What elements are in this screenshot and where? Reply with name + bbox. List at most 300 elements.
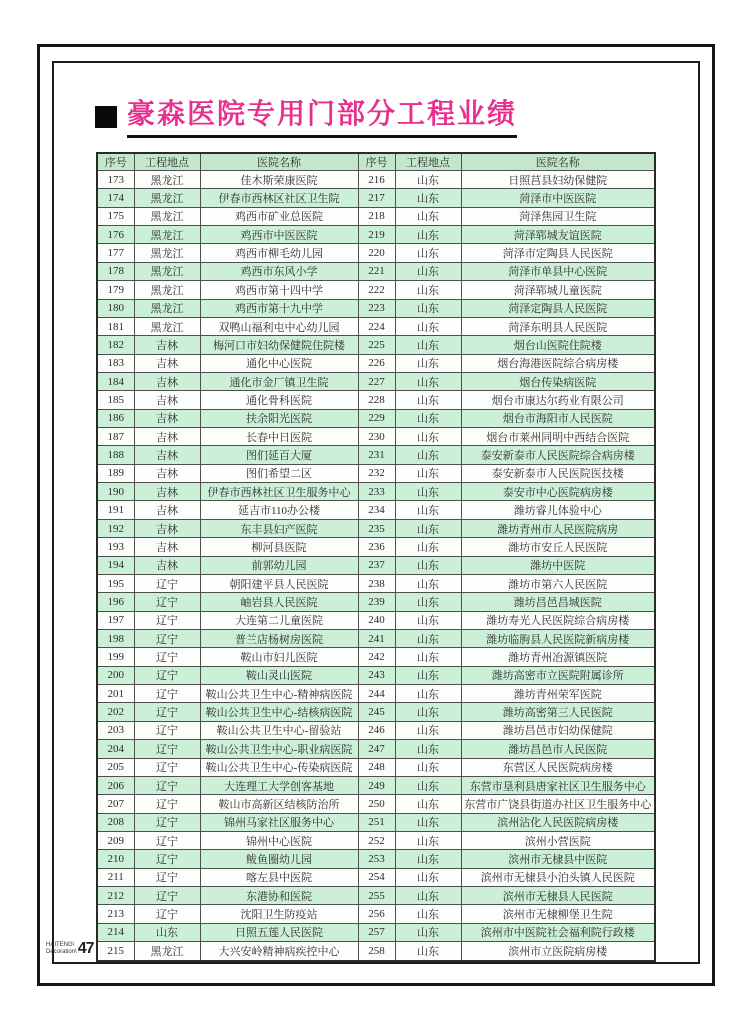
- serial-cell: 227: [358, 372, 395, 390]
- hospital-cell: 佳木斯荣康医院: [200, 171, 358, 189]
- serial-cell: 186: [97, 409, 134, 427]
- serial-cell: 217: [358, 189, 395, 207]
- location-cell: 辽宁: [134, 887, 200, 905]
- table-row: [97, 372, 655, 390]
- location-cell: 黑龙江: [134, 262, 200, 280]
- title-square-bullet-icon: [95, 106, 117, 128]
- serial-cell: 256: [358, 905, 395, 923]
- hospital-cell: 潍坊青州冶源镇医院: [461, 648, 655, 666]
- hospital-cell: 鞍山公共卫生中心-结核病医院: [200, 703, 358, 721]
- projects-table-body: [97, 171, 655, 962]
- location-cell: 山东: [395, 372, 461, 390]
- table-row: [97, 207, 655, 225]
- header-location-left: 工程地点: [134, 153, 200, 171]
- hospital-cell: 菏泽市中医医院: [461, 189, 655, 207]
- serial-cell: 211: [97, 868, 134, 886]
- table-row: [97, 648, 655, 666]
- projects-table: [96, 152, 656, 962]
- serial-cell: 230: [358, 428, 395, 446]
- hospital-cell: 伊春市西林区社区卫生院: [200, 189, 358, 207]
- location-cell: 山东: [395, 281, 461, 299]
- location-cell: 山东: [395, 391, 461, 409]
- location-cell: 山东: [395, 611, 461, 629]
- location-cell: 辽宁: [134, 905, 200, 923]
- hospital-cell: 烟台海港医院综合病房楼: [461, 354, 655, 372]
- serial-cell: 232: [358, 464, 395, 482]
- hospital-cell: 双鸭山福利屯中心幼儿园: [200, 317, 358, 335]
- location-cell: 山东: [395, 336, 461, 354]
- serial-cell: 203: [97, 721, 134, 739]
- serial-cell: 216: [358, 171, 395, 189]
- location-cell: 黑龙江: [134, 244, 200, 262]
- location-cell: 山东: [395, 409, 461, 427]
- serial-cell: 214: [97, 923, 134, 941]
- hospital-cell: 泰安新泰市人民医院医技楼: [461, 464, 655, 482]
- location-cell: 山东: [395, 831, 461, 849]
- hospital-cell: 锦州中心医院: [200, 831, 358, 849]
- location-cell: 山东: [395, 501, 461, 519]
- footer-brand-line2: Decoration\: [46, 949, 77, 955]
- location-cell: 山东: [395, 740, 461, 758]
- location-cell: 黑龙江: [134, 317, 200, 335]
- location-cell: 辽宁: [134, 740, 200, 758]
- serial-cell: 249: [358, 776, 395, 794]
- table-row: [97, 262, 655, 280]
- location-cell: 山东: [395, 868, 461, 886]
- serial-cell: 194: [97, 556, 134, 574]
- location-cell: 山东: [395, 795, 461, 813]
- serial-cell: 208: [97, 813, 134, 831]
- hospital-cell: 扶余阳光医院: [200, 409, 358, 427]
- location-cell: 辽宁: [134, 703, 200, 721]
- hospital-cell: 鞍山市妇儿医院: [200, 648, 358, 666]
- location-cell: 黑龙江: [134, 281, 200, 299]
- hospital-cell: 潍坊昌邑市妇幼保健院: [461, 721, 655, 739]
- table-row: [97, 483, 655, 501]
- hospital-cell: 潍坊青州荣军医院: [461, 685, 655, 703]
- table-row: [97, 574, 655, 592]
- hospital-cell: 滨州沾化人民医院病房楼: [461, 813, 655, 831]
- serial-cell: 246: [358, 721, 395, 739]
- location-cell: 山东: [395, 464, 461, 482]
- serial-cell: 204: [97, 740, 134, 758]
- serial-cell: 247: [358, 740, 395, 758]
- hospital-cell: 鸡西市东风小学: [200, 262, 358, 280]
- hospital-cell: 烟台市莱州同明中西结合医院: [461, 428, 655, 446]
- serial-cell: 176: [97, 226, 134, 244]
- hospital-cell: 鸡西市第十九中学: [200, 299, 358, 317]
- table-row: [97, 446, 655, 464]
- hospital-cell: 沈阳卫生防疫站: [200, 905, 358, 923]
- hospital-cell: 烟台市康达尔药业有限公司: [461, 391, 655, 409]
- hospital-cell: 菏泽市单县中心医院: [461, 262, 655, 280]
- hospital-cell: 菏泽郓城友谊医院: [461, 226, 655, 244]
- table-row: [97, 868, 655, 886]
- table-row: [97, 189, 655, 207]
- hospital-cell: 菏泽郓城儿童医院: [461, 281, 655, 299]
- serial-cell: 178: [97, 262, 134, 280]
- location-cell: 辽宁: [134, 574, 200, 592]
- serial-cell: 235: [358, 519, 395, 537]
- location-cell: 山东: [395, 556, 461, 574]
- location-cell: 山东: [395, 776, 461, 794]
- hospital-cell: 鞍山公共卫生中心-留验站: [200, 721, 358, 739]
- serial-cell: 188: [97, 446, 134, 464]
- location-cell: 山东: [395, 574, 461, 592]
- serial-cell: 210: [97, 850, 134, 868]
- hospital-cell: 长春中日医院: [200, 428, 358, 446]
- table-row: [97, 629, 655, 647]
- location-cell: 辽宁: [134, 611, 200, 629]
- location-cell: 山东: [395, 171, 461, 189]
- footer-brand: [46, 942, 77, 956]
- hospital-cell: 东营市垦利县唐家社区卫生服务中心: [461, 776, 655, 794]
- page-number: 47: [77, 940, 94, 957]
- header-serial-left: 序号: [97, 153, 134, 171]
- hospital-cell: 柳河县医院: [200, 538, 358, 556]
- location-cell: 辽宁: [134, 776, 200, 794]
- table-row: [97, 391, 655, 409]
- table-row: [97, 703, 655, 721]
- serial-cell: 193: [97, 538, 134, 556]
- location-cell: 辽宁: [134, 831, 200, 849]
- location-cell: 山东: [395, 299, 461, 317]
- hospital-cell: 菏泽市定陶县人民医院: [461, 244, 655, 262]
- serial-cell: 206: [97, 776, 134, 794]
- location-cell: 黑龙江: [134, 207, 200, 225]
- serial-cell: 207: [97, 795, 134, 813]
- serial-cell: 182: [97, 336, 134, 354]
- location-cell: 辽宁: [134, 666, 200, 684]
- hospital-cell: 烟台市海阳市人民医院: [461, 409, 655, 427]
- hospital-cell: 烟台传染病医院: [461, 372, 655, 390]
- footer: [46, 940, 93, 958]
- serial-cell: 201: [97, 685, 134, 703]
- table-row: [97, 740, 655, 758]
- location-cell: 山东: [395, 189, 461, 207]
- serial-cell: 236: [358, 538, 395, 556]
- hospital-cell: 锦州马家社区服务中心: [200, 813, 358, 831]
- location-cell: 山东: [395, 721, 461, 739]
- location-cell: 辽宁: [134, 850, 200, 868]
- hospital-cell: 菏泽定陶县人民医院: [461, 299, 655, 317]
- table-row: [97, 428, 655, 446]
- hospital-cell: 潍坊昌邑市人民医院: [461, 740, 655, 758]
- serial-cell: 177: [97, 244, 134, 262]
- hospital-cell: 东营区人民医院病房楼: [461, 758, 655, 776]
- serial-cell: 224: [358, 317, 395, 335]
- serial-cell: 241: [358, 629, 395, 647]
- serial-cell: 213: [97, 905, 134, 923]
- hospital-cell: 潍坊中医院: [461, 556, 655, 574]
- location-cell: 吉林: [134, 354, 200, 372]
- location-cell: 山东: [395, 923, 461, 941]
- table-row: [97, 721, 655, 739]
- location-cell: 吉林: [134, 409, 200, 427]
- location-cell: 山东: [395, 226, 461, 244]
- serial-cell: 198: [97, 629, 134, 647]
- hospital-cell: 菏泽焦园卫生院: [461, 207, 655, 225]
- hospital-cell: 通化骨科医院: [200, 391, 358, 409]
- hospital-cell: 鞍山公共卫生中心-精神病医院: [200, 685, 358, 703]
- location-cell: 山东: [395, 244, 461, 262]
- serial-cell: 231: [358, 446, 395, 464]
- hospital-cell: 前郭幼儿园: [200, 556, 358, 574]
- table-row: [97, 795, 655, 813]
- location-cell: 山东: [395, 593, 461, 611]
- hospital-cell: 滨州市无棣县中医院: [461, 850, 655, 868]
- location-cell: 吉林: [134, 556, 200, 574]
- serial-cell: 254: [358, 868, 395, 886]
- hospital-cell: 梅河口市妇幼保健院住院楼: [200, 336, 358, 354]
- serial-cell: 222: [358, 281, 395, 299]
- location-cell: 山东: [395, 850, 461, 868]
- location-cell: 山东: [395, 648, 461, 666]
- hospital-cell: 普兰店杨树房医院: [200, 629, 358, 647]
- location-cell: 吉林: [134, 519, 200, 537]
- hospital-cell: 潍坊高密市立医院附属诊所: [461, 666, 655, 684]
- serial-cell: 245: [358, 703, 395, 721]
- hospital-cell: 潍坊寿光人民医院综合病房楼: [461, 611, 655, 629]
- serial-cell: 226: [358, 354, 395, 372]
- hospital-cell: 朝阳建平县人民医院: [200, 574, 358, 592]
- location-cell: 辽宁: [134, 685, 200, 703]
- table-row: [97, 758, 655, 776]
- serial-cell: 212: [97, 887, 134, 905]
- serial-cell: 192: [97, 519, 134, 537]
- table-row: [97, 336, 655, 354]
- hospital-cell: 鞍山灵山医院: [200, 666, 358, 684]
- hospital-cell: 日照五莲人民医院: [200, 923, 358, 941]
- serial-cell: 228: [358, 391, 395, 409]
- serial-cell: 195: [97, 574, 134, 592]
- table-header-row: [97, 153, 655, 171]
- hospital-cell: 潍坊昌邑昌城医院: [461, 593, 655, 611]
- table-row: [97, 538, 655, 556]
- table-row: [97, 666, 655, 684]
- table-row: [97, 685, 655, 703]
- hospital-cell: 泰安市中心医院病房楼: [461, 483, 655, 501]
- location-cell: 山东: [395, 758, 461, 776]
- hospital-cell: 鸡西市柳毛幼儿园: [200, 244, 358, 262]
- serial-cell: 219: [358, 226, 395, 244]
- location-cell: 黑龙江: [134, 171, 200, 189]
- serial-cell: 220: [358, 244, 395, 262]
- hospital-cell: 东丰县妇产医院: [200, 519, 358, 537]
- serial-cell: 237: [358, 556, 395, 574]
- serial-cell: 199: [97, 648, 134, 666]
- serial-cell: 234: [358, 501, 395, 519]
- location-cell: 山东: [134, 923, 200, 941]
- hospital-cell: 潍坊临朐县人民医院新病房楼: [461, 629, 655, 647]
- serial-cell: 184: [97, 372, 134, 390]
- serial-cell: 209: [97, 831, 134, 849]
- table-row: [97, 611, 655, 629]
- location-cell: 吉林: [134, 464, 200, 482]
- hospital-cell: 岫岩县人民医院: [200, 593, 358, 611]
- page-title: 豪森医院专用门部分工程业绩: [127, 101, 517, 138]
- location-cell: 黑龙江: [134, 942, 200, 961]
- title-block: [95, 101, 517, 138]
- table-row: [97, 831, 655, 849]
- hospital-cell: 鸡西市矿业总医院: [200, 207, 358, 225]
- serial-cell: 251: [358, 813, 395, 831]
- location-cell: 山东: [395, 207, 461, 225]
- location-cell: 吉林: [134, 501, 200, 519]
- hospital-cell: 烟台山医院住院楼: [461, 336, 655, 354]
- hospital-cell: 鞍山公共卫生中心-职业病医院: [200, 740, 358, 758]
- table-row: [97, 776, 655, 794]
- table-row: [97, 281, 655, 299]
- location-cell: 吉林: [134, 336, 200, 354]
- location-cell: 吉林: [134, 428, 200, 446]
- serial-cell: 191: [97, 501, 134, 519]
- location-cell: 山东: [395, 354, 461, 372]
- hospital-cell: 喀左县中医院: [200, 868, 358, 886]
- location-cell: 山东: [395, 317, 461, 335]
- serial-cell: 257: [358, 923, 395, 941]
- serial-cell: 202: [97, 703, 134, 721]
- table-row: [97, 923, 655, 941]
- serial-cell: 221: [358, 262, 395, 280]
- serial-cell: 174: [97, 189, 134, 207]
- location-cell: 山东: [395, 813, 461, 831]
- location-cell: 吉林: [134, 446, 200, 464]
- hospital-cell: 鞍山公共卫生中心-传染病医院: [200, 758, 358, 776]
- hospital-cell: 大连第二儿童医院: [200, 611, 358, 629]
- location-cell: 山东: [395, 538, 461, 556]
- serial-cell: 244: [358, 685, 395, 703]
- location-cell: 黑龙江: [134, 189, 200, 207]
- location-cell: 辽宁: [134, 721, 200, 739]
- serial-cell: 197: [97, 611, 134, 629]
- serial-cell: 200: [97, 666, 134, 684]
- table-row: [97, 887, 655, 905]
- location-cell: 吉林: [134, 538, 200, 556]
- hospital-cell: 日照莒县妇幼保健院: [461, 171, 655, 189]
- hospital-cell: 滨州市无棣柳堡卫生院: [461, 905, 655, 923]
- serial-cell: 179: [97, 281, 134, 299]
- footer-brand-line1: HAITENG\: [46, 942, 75, 948]
- hospital-cell: 大连理工大学创客基地: [200, 776, 358, 794]
- serial-cell: 229: [358, 409, 395, 427]
- hospital-cell: 鲅鱼圈幼儿园: [200, 850, 358, 868]
- location-cell: 辽宁: [134, 593, 200, 611]
- serial-cell: 248: [358, 758, 395, 776]
- location-cell: 黑龙江: [134, 226, 200, 244]
- hospital-cell: 图们延百大厦: [200, 446, 358, 464]
- hospital-cell: 延吉市110办公楼: [200, 501, 358, 519]
- hospital-cell: 鞍山市高新区结核防治所: [200, 795, 358, 813]
- hospital-cell: 大兴安岭精神病疾控中心: [200, 942, 358, 961]
- serial-cell: 189: [97, 464, 134, 482]
- serial-cell: 239: [358, 593, 395, 611]
- hospital-cell: 潍坊青州市人民医院病房: [461, 519, 655, 537]
- serial-cell: 175: [97, 207, 134, 225]
- hospital-cell: 滨州市立医院病房楼: [461, 942, 655, 961]
- hospital-cell: 鸡西市第十四中学: [200, 281, 358, 299]
- serial-cell: 196: [97, 593, 134, 611]
- hospital-cell: 东港协和医院: [200, 887, 358, 905]
- hospital-cell: 菏泽东明县人民医院: [461, 317, 655, 335]
- serial-cell: 183: [97, 354, 134, 372]
- hospital-cell: 滨州市无棣县人民医院: [461, 887, 655, 905]
- hospital-cell: 滨州小营医院: [461, 831, 655, 849]
- hospital-cell: 滨州市中医院社会福利院行政楼: [461, 923, 655, 941]
- serial-cell: 218: [358, 207, 395, 225]
- table-row: [97, 813, 655, 831]
- serial-cell: 250: [358, 795, 395, 813]
- header-hospital-left: 医院名称: [200, 153, 358, 171]
- header-location-right: 工程地点: [395, 153, 461, 171]
- location-cell: 吉林: [134, 372, 200, 390]
- serial-cell: 242: [358, 648, 395, 666]
- table-row: [97, 317, 655, 335]
- table-row: [97, 519, 655, 537]
- serial-cell: 215: [97, 942, 134, 961]
- serial-cell: 258: [358, 942, 395, 961]
- location-cell: 山东: [395, 905, 461, 923]
- location-cell: 山东: [395, 446, 461, 464]
- serial-cell: 185: [97, 391, 134, 409]
- serial-cell: 223: [358, 299, 395, 317]
- table-row: [97, 593, 655, 611]
- table-row: [97, 226, 655, 244]
- table-row: [97, 556, 655, 574]
- hospital-cell: 潍坊高密第三人民医院: [461, 703, 655, 721]
- serial-cell: 180: [97, 299, 134, 317]
- serial-cell: 252: [358, 831, 395, 849]
- location-cell: 山东: [395, 483, 461, 501]
- hospital-cell: 潍坊市安丘人民医院: [461, 538, 655, 556]
- table-row: [97, 942, 655, 961]
- hospital-cell: 潍坊睿儿体验中心: [461, 501, 655, 519]
- hospital-cell: 滨州市无棣县小泊头镇人民医院: [461, 868, 655, 886]
- hospital-cell: 东营市广饶县街道办社区卫生服务中心: [461, 795, 655, 813]
- serial-cell: 205: [97, 758, 134, 776]
- table-row: [97, 409, 655, 427]
- location-cell: 辽宁: [134, 629, 200, 647]
- serial-cell: 173: [97, 171, 134, 189]
- table-row: [97, 244, 655, 262]
- table-row: [97, 464, 655, 482]
- serial-cell: 243: [358, 666, 395, 684]
- location-cell: 山东: [395, 703, 461, 721]
- header-hospital-right: 医院名称: [461, 153, 655, 171]
- hospital-cell: 图们希望二区: [200, 464, 358, 482]
- serial-cell: 238: [358, 574, 395, 592]
- table-row: [97, 850, 655, 868]
- serial-cell: 187: [97, 428, 134, 446]
- location-cell: 辽宁: [134, 868, 200, 886]
- location-cell: 山东: [395, 428, 461, 446]
- location-cell: 山东: [395, 519, 461, 537]
- hospital-cell: 潍坊市第六人民医院: [461, 574, 655, 592]
- location-cell: 山东: [395, 887, 461, 905]
- serial-cell: 253: [358, 850, 395, 868]
- location-cell: 辽宁: [134, 795, 200, 813]
- table-row: [97, 299, 655, 317]
- location-cell: 辽宁: [134, 758, 200, 776]
- serial-cell: 225: [358, 336, 395, 354]
- serial-cell: 255: [358, 887, 395, 905]
- header-serial-right: 序号: [358, 153, 395, 171]
- serial-cell: 240: [358, 611, 395, 629]
- table-row: [97, 171, 655, 189]
- serial-cell: 181: [97, 317, 134, 335]
- serial-cell: 233: [358, 483, 395, 501]
- table-row: [97, 501, 655, 519]
